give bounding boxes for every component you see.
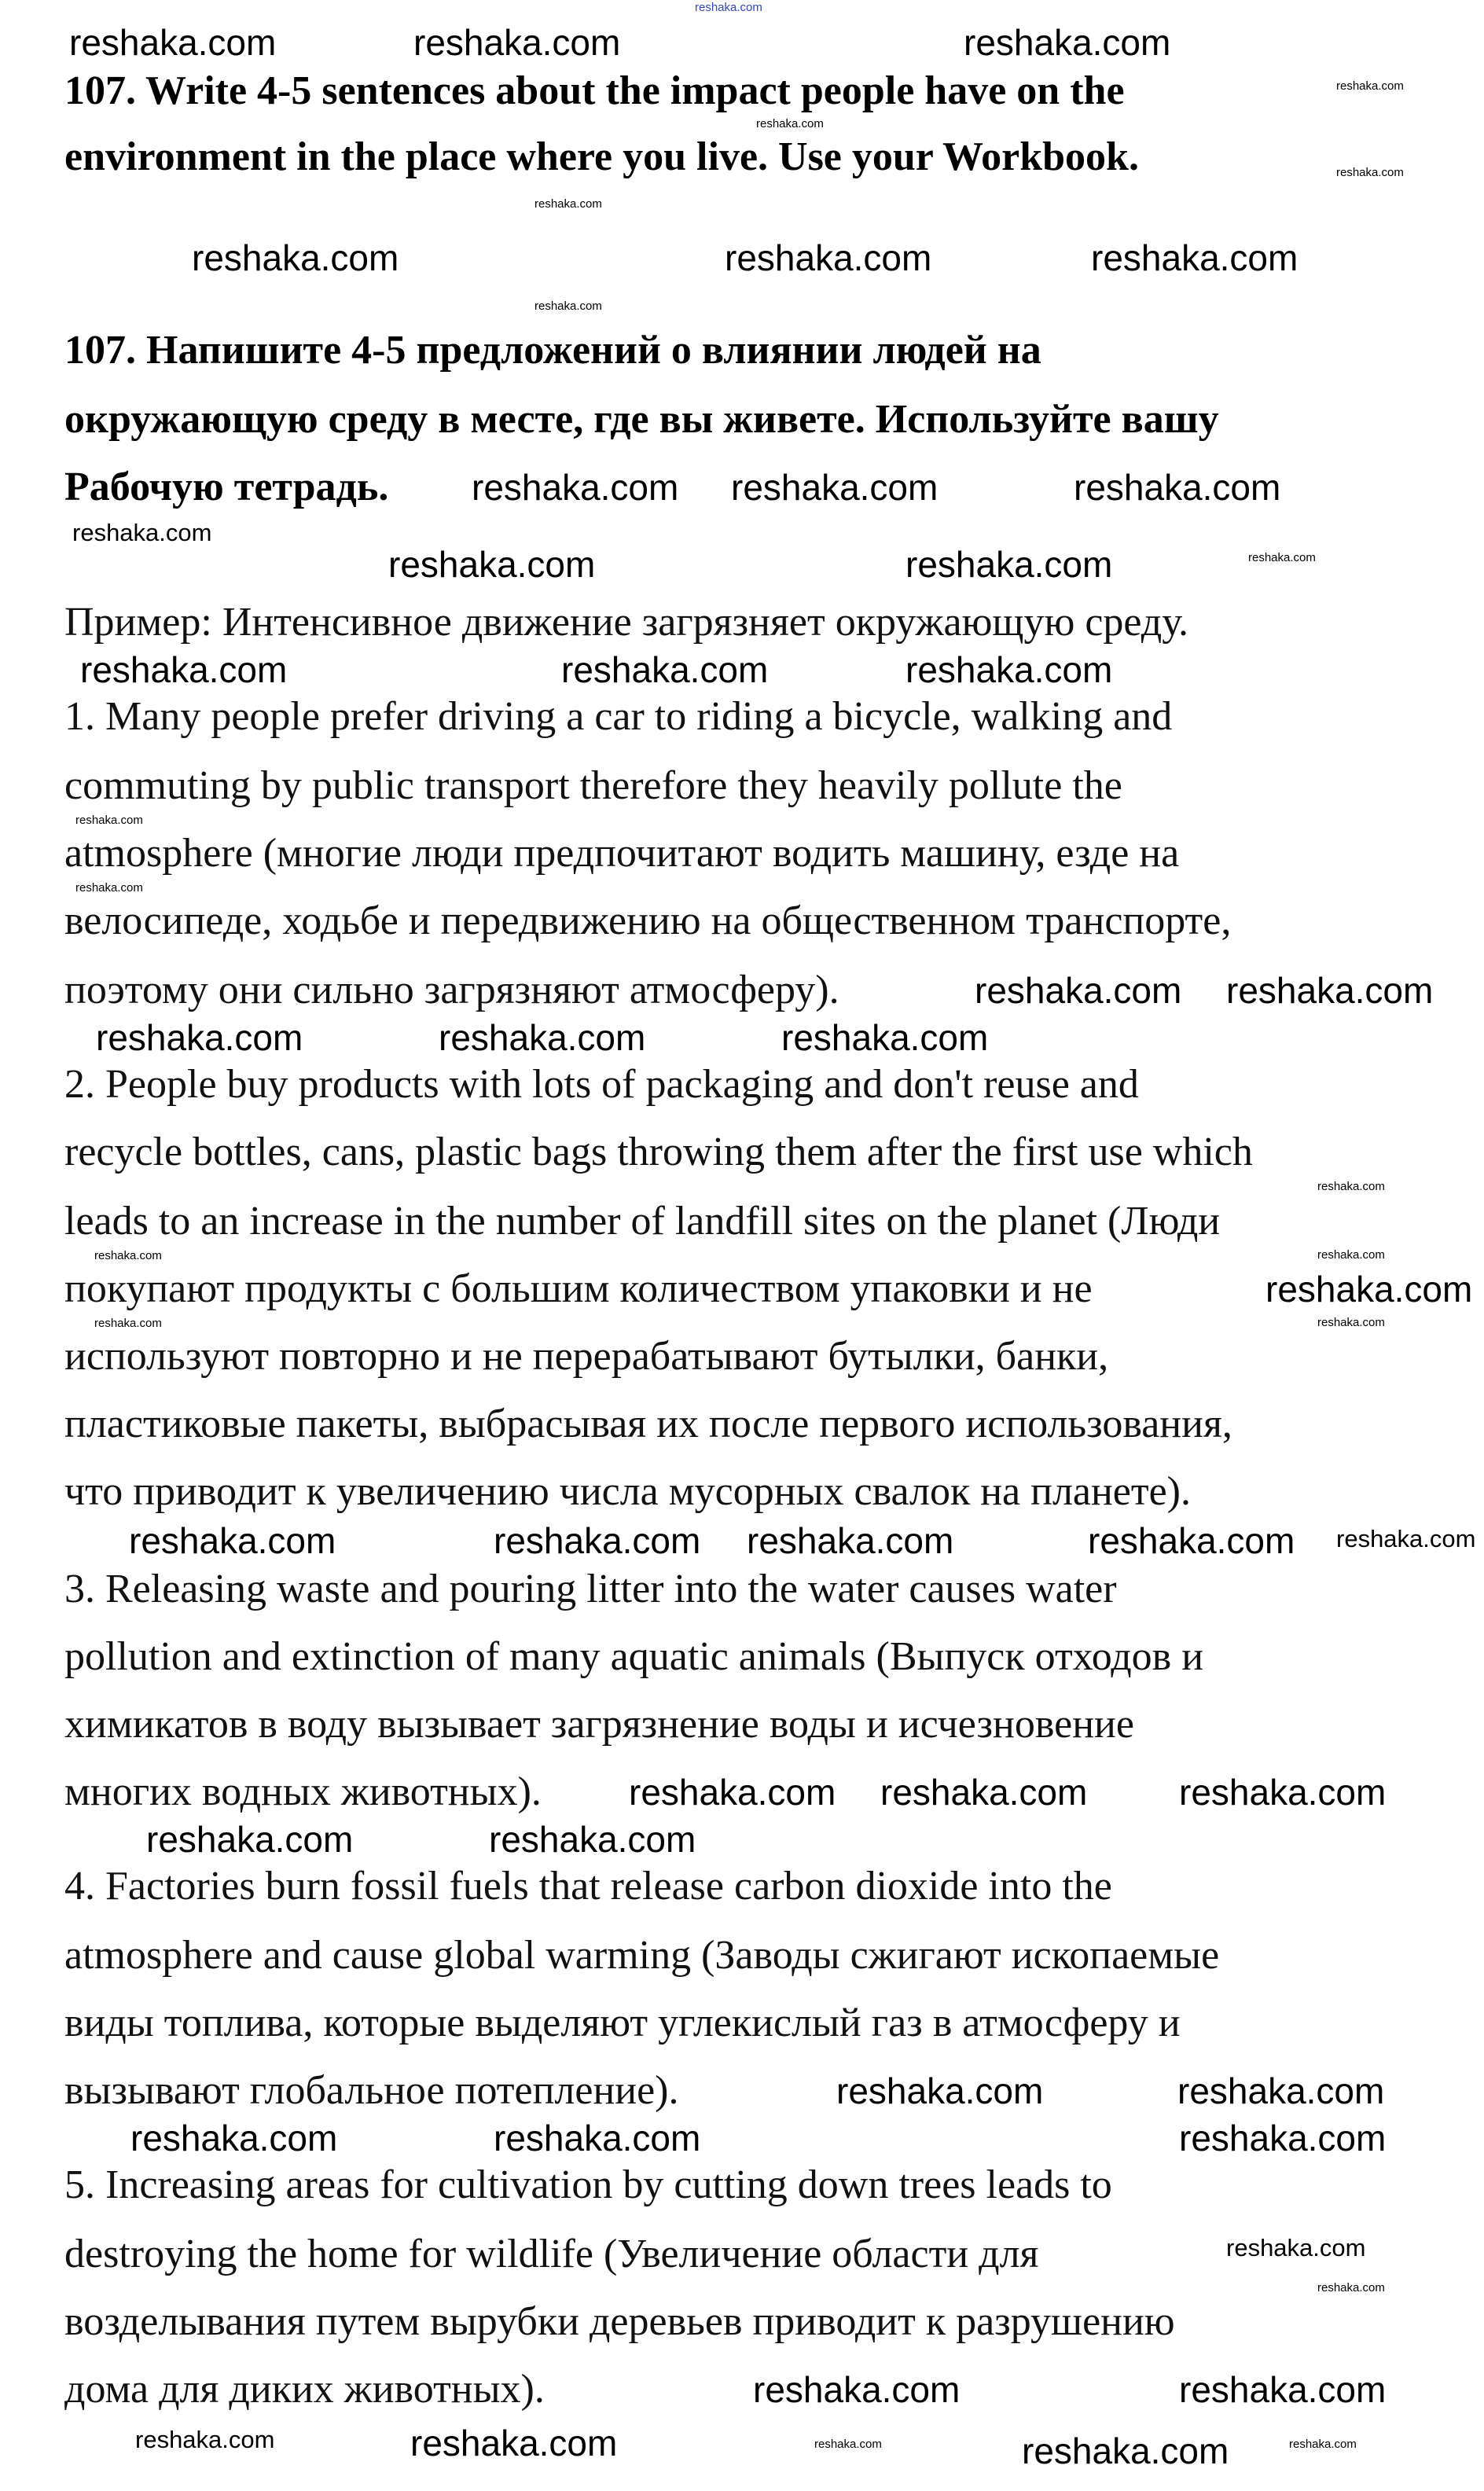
watermark: reshaka.com [964, 22, 1171, 63]
watermark: reshaka.com [1248, 551, 1316, 564]
watermark: reshaka.com [814, 2438, 882, 2451]
watermark: reshaka.com [1289, 2438, 1357, 2451]
answer-line: используют повторно и не перерабатывают бутылки, банки, [64, 1334, 1109, 1379]
watermark: reshaka.com [192, 237, 399, 278]
watermark: reshaka.com [747, 1520, 954, 1561]
answer-line: химикатов в воду вызывает загрязнение воды и исчезновение [64, 1702, 1134, 1747]
task-heading-ru: окружающую среду в месте, где вы живете. Используйте вашу [64, 397, 1219, 442]
answer-line: 5. Increasing areas for cultivation by cutting down trees leads to [64, 2162, 1112, 2207]
watermark: reshaka.com [1179, 2369, 1387, 2410]
answer-line: вызывают глобальное потепление). [64, 2068, 679, 2113]
watermark: reshaka.com [413, 22, 621, 63]
watermark: reshaka.com [695, 1, 762, 14]
answer-line: пластиковые пакеты, выбрасывая их после первого использования, [64, 1402, 1232, 1446]
watermark: reshaka.com [561, 649, 769, 690]
watermark: reshaka.com [1088, 1520, 1295, 1561]
watermark: reshaka.com [94, 1249, 162, 1262]
watermark: reshaka.com [1179, 1772, 1387, 1813]
watermark: reshaka.com [534, 299, 602, 313]
watermark: reshaka.com [1317, 2281, 1385, 2294]
answer-line: дома для диких животных). [64, 2367, 545, 2412]
watermark: reshaka.com [94, 1317, 162, 1330]
watermark: reshaka.com [80, 649, 288, 690]
watermark: reshaka.com [1336, 166, 1404, 179]
watermark: reshaka.com [75, 881, 143, 895]
watermark: reshaka.com [534, 197, 602, 211]
watermark: reshaka.com [725, 237, 932, 278]
watermark: reshaka.com [1336, 79, 1404, 93]
watermark: reshaka.com [69, 22, 277, 63]
task-heading-ru: 107. Напишите 4-5 предложений о влиянии людей на [64, 328, 1041, 373]
watermark: reshaka.com [489, 1819, 696, 1860]
answer-line: возделывания путем вырубки деревьев приводит к разрушению [64, 2299, 1175, 2344]
task-heading-ru: Рабочую тетрадь. [64, 465, 389, 509]
watermark: reshaka.com [1022, 2430, 1229, 2471]
watermark: reshaka.com [388, 544, 596, 585]
watermark: reshaka.com [756, 117, 824, 130]
answer-line: recycle bottles, cans, plastic bags throwing them after the first use which [64, 1130, 1253, 1174]
answer-line: 1. Many people prefer driving a car to riding a bicycle, walking and [64, 694, 1173, 739]
watermark: reshaka.com [135, 2426, 275, 2453]
watermark: reshaka.com [96, 1017, 303, 1058]
watermark: reshaka.com [75, 814, 143, 827]
watermark: reshaka.com [1317, 1180, 1385, 1193]
answer-line: поэтому они сильно загрязняют атмосферу). [64, 968, 839, 1012]
watermark: reshaka.com [836, 2070, 1044, 2111]
watermark: reshaka.com [975, 970, 1182, 1011]
watermark: reshaka.com [410, 2423, 618, 2463]
watermark: reshaka.com [1265, 1269, 1473, 1310]
watermark: reshaka.com [905, 649, 1113, 690]
watermark: reshaka.com [472, 467, 679, 508]
watermark: reshaka.com [1226, 2234, 1366, 2261]
answer-line: что приводит к увеличению числа мусорных свалок на планете). [64, 1469, 1191, 1514]
answer-line: многих водных животных). [64, 1769, 542, 1814]
watermark: reshaka.com [753, 2369, 961, 2410]
watermark: reshaka.com [1317, 1316, 1385, 1329]
watermark: reshaka.com [1177, 2070, 1385, 2111]
watermark: reshaka.com [72, 519, 212, 546]
watermark: reshaka.com [1226, 970, 1434, 1011]
watermark: reshaka.com [1179, 2118, 1387, 2158]
watermark: reshaka.com [1336, 1525, 1476, 1552]
answer-line: atmosphere (многие люди предпочитают водить машину, езде на [64, 831, 1180, 876]
answer-line: покупают продукты с большим количеством упаковки и не [64, 1266, 1093, 1311]
answer-line: commuting by public transport therefore they heavily pollute the [64, 763, 1122, 808]
watermark: reshaka.com [731, 467, 939, 508]
watermark: reshaka.com [1317, 1248, 1385, 1262]
answer-line: 3. Releasing waste and pouring litter into the water causes water [64, 1567, 1117, 1611]
watermark: reshaka.com [781, 1017, 989, 1058]
answer-line: leads to an increase in the number of landfill sites on the planet (Люди [64, 1199, 1221, 1244]
watermark: reshaka.com [1091, 237, 1298, 278]
watermark: reshaka.com [439, 1017, 646, 1058]
watermark: reshaka.com [1074, 467, 1281, 508]
watermark: reshaka.com [494, 1520, 701, 1561]
answer-line: atmosphere and cause global warming (Заводы сжигают ископаемые [64, 1933, 1220, 1978]
watermark: reshaka.com [905, 544, 1113, 585]
example-line: Пример: Интенсивное движение загрязняет окружающую среду. [64, 600, 1189, 645]
answer-line: pollution and extinction of many aquatic animals (Выпуск отходов и [64, 1634, 1204, 1679]
answer-line: 4. Factories burn fossil fuels that release carbon dioxide into the [64, 1864, 1112, 1909]
task-heading-en: environment in the place where you live. Use your Workbook. [64, 134, 1139, 179]
watermark: reshaka.com [880, 1772, 1088, 1813]
watermark: reshaka.com [130, 2118, 338, 2158]
answer-line: 2. People buy products with lots of packaging and don't reuse and [64, 1062, 1139, 1107]
answer-line: велосипеде, ходьбе и передвижению на общественном транспорте, [64, 898, 1232, 943]
watermark: reshaka.com [129, 1520, 336, 1561]
answer-line: виды топлива, которые выделяют углекислый газ в атмосферу и [64, 2001, 1181, 2045]
watermark: reshaka.com [146, 1819, 354, 1860]
watermark: reshaka.com [494, 2118, 701, 2158]
task-heading-en: 107. Write 4-5 sentences about the impact people have on the [64, 68, 1125, 113]
watermark: reshaka.com [629, 1772, 836, 1813]
answer-line: destroying the home for wildlife (Увеличение области для [64, 2232, 1039, 2276]
